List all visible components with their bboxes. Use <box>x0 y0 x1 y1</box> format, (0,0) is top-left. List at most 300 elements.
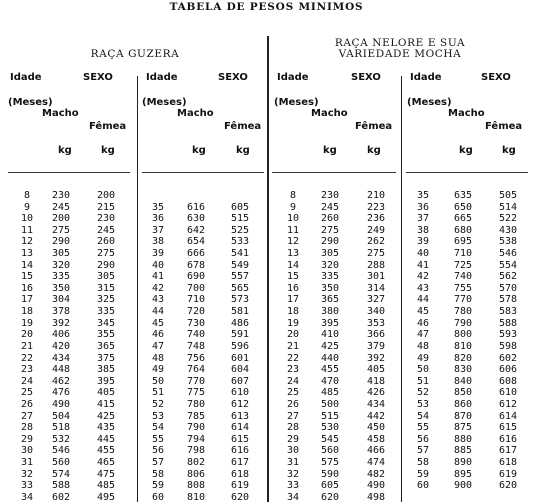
table-cell: 57 <box>416 445 430 457</box>
table-cell: 230 <box>51 190 71 201</box>
table-cell: 230 <box>96 213 116 225</box>
table-cell: 798 <box>186 445 206 457</box>
table-cell: 40 <box>416 248 430 260</box>
table-cell: 28 <box>286 422 300 434</box>
table-cell: 635 <box>453 190 473 201</box>
table-cell: 482 <box>366 468 386 480</box>
table-cell: 730 <box>186 317 206 329</box>
femea-header: Fêmea <box>355 121 393 132</box>
table-cell: 37 <box>416 213 430 225</box>
table-cell: 230 <box>320 190 340 201</box>
table-cell: 26 <box>286 398 300 410</box>
table-cell: 578 <box>498 294 518 306</box>
header-rule <box>142 172 264 173</box>
table-cell: 304 <box>51 294 71 306</box>
table-cell: 755 <box>453 282 473 294</box>
guzera-subcolumn-divider <box>137 76 138 502</box>
main-column-divider <box>267 36 269 502</box>
table-cell: 485 <box>96 480 116 492</box>
table-cell: 215 <box>96 201 116 213</box>
kg-header: kg <box>502 145 516 156</box>
table-cell: 60 <box>151 491 165 503</box>
table-cell: 790 <box>453 317 473 329</box>
sexo-header: SEXO <box>351 72 381 83</box>
table-cell: 39 <box>151 248 165 260</box>
kg-header: kg <box>236 145 250 156</box>
table-cell: 602 <box>51 491 71 503</box>
table-cell: 806 <box>186 468 206 480</box>
table-cell: 340 <box>366 306 386 318</box>
table-cell: 22 <box>286 352 300 364</box>
table-cell: 490 <box>366 480 386 492</box>
table-cell: 12 <box>20 236 34 248</box>
table-cell: 541 <box>230 248 250 260</box>
nelore-a-femea-column <box>363 190 389 503</box>
table-cell: 350 <box>51 282 71 294</box>
table-cell: 23 <box>286 364 300 376</box>
table-cell: 16 <box>286 282 300 294</box>
table-cell: 690 <box>186 271 206 283</box>
table-cell: 445 <box>96 433 116 445</box>
table-cell: 607 <box>230 375 250 387</box>
table-cell: 14 <box>286 259 300 271</box>
table-cell: 34 <box>286 491 300 503</box>
table-cell: 504 <box>51 410 71 422</box>
table-cell: 327 <box>366 294 386 306</box>
table-cell: 612 <box>230 398 250 410</box>
guzera-a-age-column <box>14 190 40 503</box>
table-cell: 665 <box>453 213 473 225</box>
table-cell: 560 <box>320 445 340 457</box>
table-cell: 314 <box>366 282 386 294</box>
table-cell: 775 <box>186 387 206 399</box>
table-cell: 820 <box>453 352 473 364</box>
sexo-header: SEXO <box>218 72 248 83</box>
table-cell: 11 <box>20 224 34 236</box>
table-cell: 365 <box>96 340 116 352</box>
table-cell: 60 <box>416 480 430 492</box>
table-cell: 756 <box>186 352 206 364</box>
table-cell: 617 <box>498 445 518 457</box>
table-cell: 33 <box>286 480 300 492</box>
table-cell: 25 <box>20 387 34 399</box>
table-cell: 514 <box>498 201 518 213</box>
table-cell: 325 <box>96 294 116 306</box>
table-cell: 245 <box>320 201 340 213</box>
table-cell: 25 <box>286 387 300 399</box>
table-cell: 557 <box>230 271 250 283</box>
table-cell: 8 <box>289 190 297 201</box>
macho-header: Macho <box>177 108 214 119</box>
table-cell: 630 <box>186 213 206 225</box>
table-cell: 39 <box>416 236 430 248</box>
table-cell: 465 <box>96 457 116 469</box>
table-cell: 17 <box>286 294 300 306</box>
table-cell: 353 <box>366 317 386 329</box>
table-cell: 14 <box>20 259 34 271</box>
table-cell: 642 <box>186 224 206 236</box>
table-cell: 46 <box>416 317 430 329</box>
table-cell: 680 <box>453 224 473 236</box>
table-cell: 52 <box>151 398 165 410</box>
table-cell: 275 <box>51 224 71 236</box>
nelore-b-macho-column <box>450 190 476 492</box>
guzera-b-macho-column <box>183 202 209 503</box>
table-cell: 810 <box>453 340 473 352</box>
table-cell: 350 <box>320 282 340 294</box>
table-cell: 581 <box>230 306 250 318</box>
table-cell: 275 <box>366 248 386 260</box>
meses-header: (Meses) <box>142 97 187 108</box>
table-cell: 41 <box>151 271 165 283</box>
table-cell: 378 <box>51 306 71 318</box>
table-cell: 48 <box>151 352 165 364</box>
table-cell: 19 <box>20 317 34 329</box>
table-cell: 405 <box>96 387 116 399</box>
table-cell: 392 <box>366 352 386 364</box>
table-cell: 365 <box>320 294 340 306</box>
table-cell: 12 <box>286 236 300 248</box>
table-cell: 430 <box>498 224 518 236</box>
table-cell: 780 <box>186 398 206 410</box>
table-cell: 43 <box>151 294 165 306</box>
table-cell: 570 <box>498 282 518 294</box>
table-cell: 880 <box>453 433 473 445</box>
meses-header: (Meses) <box>274 97 319 108</box>
table-cell: 505 <box>498 190 518 201</box>
table-cell: 614 <box>498 410 518 422</box>
table-cell: 618 <box>498 457 518 469</box>
header-rule <box>272 172 396 173</box>
guzera-b-femea-column <box>227 202 253 503</box>
table-cell: 890 <box>453 457 473 469</box>
table-cell: 860 <box>453 398 473 410</box>
table-cell: 574 <box>51 468 71 480</box>
table-cell: 794 <box>186 433 206 445</box>
table-cell: 32 <box>286 468 300 480</box>
table-cell: 305 <box>96 271 116 283</box>
table-cell: 485 <box>320 387 340 399</box>
table-cell: 530 <box>320 422 340 434</box>
table-cell: 538 <box>498 236 518 248</box>
table-cell: 38 <box>416 224 430 236</box>
table-cell: 604 <box>230 364 250 376</box>
table-cell: 613 <box>230 410 250 422</box>
table-cell: 610 <box>230 387 250 399</box>
femea-header: Fêmea <box>224 121 262 132</box>
table-cell: 42 <box>151 282 165 294</box>
table-cell: 406 <box>51 329 71 341</box>
table-cell: 591 <box>230 329 250 341</box>
table-cell: 335 <box>320 271 340 283</box>
table-cell: 616 <box>498 433 518 445</box>
table-cell: 366 <box>366 329 386 341</box>
table-cell: 598 <box>498 340 518 352</box>
table-cell: 620 <box>498 480 518 492</box>
guzera-a-macho-column <box>48 190 74 503</box>
table-cell: 22 <box>20 352 34 364</box>
table-cell: 562 <box>498 271 518 283</box>
table-cell: 415 <box>96 398 116 410</box>
table-cell: 29 <box>20 433 34 445</box>
table-cell: 596 <box>230 340 250 352</box>
table-cell: 515 <box>320 410 340 422</box>
table-cell: 764 <box>186 364 206 376</box>
table-cell: 549 <box>230 259 250 271</box>
table-cell: 335 <box>51 271 71 283</box>
table-cell: 41 <box>416 259 430 271</box>
table-cell: 345 <box>96 317 116 329</box>
meses-header: (Meses) <box>407 97 452 108</box>
table-cell: 23 <box>20 364 34 376</box>
table-cell: 47 <box>151 340 165 352</box>
table-cell: 49 <box>151 364 165 376</box>
table-cell: 245 <box>96 224 116 236</box>
table-cell: 840 <box>453 375 473 387</box>
guzera-b-age-column <box>145 202 171 503</box>
table-cell: 305 <box>51 248 71 260</box>
table-cell: 320 <box>51 259 71 271</box>
table-cell: 476 <box>51 387 71 399</box>
table-cell: 532 <box>51 433 71 445</box>
table-cell: 15 <box>286 271 300 283</box>
table-cell: 410 <box>320 329 340 341</box>
table-cell: 34 <box>20 491 34 503</box>
table-cell: 583 <box>498 306 518 318</box>
table-cell: 275 <box>320 224 340 236</box>
table-cell: 405 <box>366 364 386 376</box>
table-cell: 870 <box>453 410 473 422</box>
table-cell: 18 <box>286 306 300 318</box>
table-cell: 27 <box>20 410 34 422</box>
table-cell: 52 <box>416 387 430 399</box>
table-cell: 210 <box>366 190 386 201</box>
table-cell: 385 <box>96 364 116 376</box>
table-cell: 850 <box>453 387 473 399</box>
table-cell: 37 <box>151 224 165 236</box>
table-cell: 455 <box>96 445 116 457</box>
table-cell: 442 <box>366 410 386 422</box>
femea-header: Fêmea <box>89 121 127 132</box>
table-cell: 435 <box>96 422 116 434</box>
table-cell: 379 <box>366 340 386 352</box>
table-cell: 560 <box>51 457 71 469</box>
table-cell: 620 <box>320 491 340 503</box>
table-cell: 450 <box>366 422 386 434</box>
table-cell: 720 <box>186 306 206 318</box>
table-cell: 56 <box>151 445 165 457</box>
table-cell: 830 <box>453 364 473 376</box>
table-cell: 335 <box>96 306 116 318</box>
table-cell: 425 <box>96 410 116 422</box>
table-cell: 11 <box>286 224 300 236</box>
table-cell: 290 <box>51 236 71 248</box>
table-cell: 617 <box>230 457 250 468</box>
table-cell: 35 <box>151 201 165 213</box>
table-cell: 875 <box>453 422 473 434</box>
table-cell: 19 <box>286 317 300 329</box>
table-cell: 21 <box>20 340 34 352</box>
table-cell: 44 <box>151 306 165 318</box>
table-cell: 588 <box>498 317 518 329</box>
table-cell: 16 <box>20 282 34 294</box>
table-cell: 395 <box>320 317 340 329</box>
table-cell: 38 <box>151 236 165 248</box>
table-cell: 17 <box>20 294 34 306</box>
nelore-subcolumn-divider <box>401 76 402 502</box>
table-cell: 601 <box>230 352 250 364</box>
table-cell: 710 <box>186 294 206 306</box>
table-cell: 260 <box>96 236 116 248</box>
table-cell: 9 <box>23 201 31 213</box>
table-cell: 619 <box>230 480 250 492</box>
table-cell: 420 <box>51 340 71 352</box>
document-title: TABELA DE PESOS MINIMOS <box>169 1 364 13</box>
macho-header: Macho <box>311 108 348 119</box>
table-cell: 710 <box>453 248 473 260</box>
meses-header: (Meses) <box>8 97 53 108</box>
table-cell: 30 <box>20 445 34 457</box>
table-cell: 260 <box>320 213 340 225</box>
table-cell: 474 <box>366 457 386 469</box>
table-cell: 26 <box>20 398 34 410</box>
table-cell: 518 <box>51 422 71 434</box>
table-cell: 434 <box>51 352 71 364</box>
idade-header: Idade <box>10 72 42 83</box>
table-cell: 770 <box>453 294 473 306</box>
table-cell: 748 <box>186 340 206 352</box>
table-cell: 54 <box>151 422 165 434</box>
nelore-a-age-column <box>280 190 306 503</box>
table-cell: 36 <box>416 201 430 213</box>
table-cell: 810 <box>186 491 206 503</box>
table-cell: 740 <box>453 271 473 283</box>
table-cell: 490 <box>51 398 71 410</box>
table-cell: 21 <box>286 340 300 352</box>
table-cell: 800 <box>453 329 473 341</box>
sexo-header: SEXO <box>83 72 113 83</box>
table-cell: 44 <box>416 294 430 306</box>
table-cell: 900 <box>453 480 473 492</box>
table-cell: 525 <box>230 224 250 236</box>
table-cell: 31 <box>286 457 300 469</box>
table-cell: 28 <box>20 422 34 434</box>
nelore-b-femea-column <box>495 190 521 492</box>
table-cell: 434 <box>366 398 386 410</box>
table-cell: 58 <box>151 468 165 480</box>
table-cell: 10 <box>20 213 34 225</box>
table-cell: 50 <box>416 364 430 376</box>
table-cell: 13 <box>20 248 34 260</box>
nelore-a-macho-column <box>317 190 343 503</box>
table-cell: 40 <box>151 259 165 271</box>
table-cell: 573 <box>230 294 250 306</box>
table-cell: 615 <box>230 433 250 445</box>
table-cell: 315 <box>96 282 116 294</box>
table-cell: 13 <box>286 248 300 260</box>
table-cell: 24 <box>286 375 300 387</box>
table-cell: 425 <box>320 340 340 352</box>
table-cell: 49 <box>416 352 430 364</box>
table-cell: 619 <box>498 468 518 480</box>
table-cell: 290 <box>96 259 116 271</box>
table-cell: 616 <box>230 445 250 457</box>
table-cell: 301 <box>366 271 386 283</box>
table-cell: 53 <box>416 398 430 410</box>
table-cell: 740 <box>186 329 206 341</box>
race-title-nelore-line2: VARIEDADE MOCHA <box>338 48 462 60</box>
table-cell: 475 <box>96 468 116 480</box>
table-cell: 522 <box>498 213 518 225</box>
table-cell: 605 <box>320 480 340 492</box>
table-cell: 614 <box>230 422 250 434</box>
table-cell: 575 <box>320 457 340 469</box>
table-cell: 590 <box>320 468 340 480</box>
nelore-b-age-column <box>410 190 436 492</box>
table-cell: 678 <box>186 259 206 271</box>
table-cell: 470 <box>320 375 340 387</box>
table-cell: 885 <box>453 445 473 457</box>
table-cell: 290 <box>320 236 340 248</box>
kg-header: kg <box>459 145 473 156</box>
table-cell: 790 <box>186 422 206 434</box>
table-cell: 486 <box>230 317 250 329</box>
table-cell: 305 <box>320 248 340 260</box>
table-cell: 245 <box>51 201 71 213</box>
table-cell: 355 <box>96 329 116 341</box>
kg-header: kg <box>101 145 115 156</box>
table-cell: 262 <box>366 236 386 248</box>
table-cell: 554 <box>498 259 518 271</box>
table-cell: 462 <box>51 375 71 387</box>
table-cell: 565 <box>230 282 250 294</box>
table-cell: 58 <box>416 457 430 469</box>
table-cell: 418 <box>366 375 386 387</box>
kg-header: kg <box>58 145 72 156</box>
macho-header: Macho <box>448 108 485 119</box>
table-cell: 695 <box>453 236 473 248</box>
table-cell: 30 <box>286 445 300 457</box>
table-cell: 495 <box>96 491 116 503</box>
table-cell: 588 <box>51 480 71 492</box>
table-cell: 46 <box>151 329 165 341</box>
table-cell: 42 <box>416 271 430 283</box>
table-cell: 593 <box>498 329 518 341</box>
table-cell: 616 <box>186 201 206 213</box>
table-cell: 320 <box>320 259 340 271</box>
table-cell: 426 <box>366 387 386 399</box>
table-cell: 654 <box>186 236 206 248</box>
table-cell: 56 <box>416 433 430 445</box>
table-cell: 395 <box>96 375 116 387</box>
table-cell: 24 <box>20 375 34 387</box>
idade-header: Idade <box>277 72 309 83</box>
idade-header: Idade <box>146 72 178 83</box>
sexo-header: SEXO <box>481 72 511 83</box>
table-cell: 448 <box>51 364 71 376</box>
table-cell: 725 <box>453 259 473 271</box>
table-cell: 27 <box>286 410 300 422</box>
race-title-guzera: RAÇA GUZERA <box>90 48 180 60</box>
table-cell: 612 <box>498 398 518 410</box>
table-cell: 288 <box>366 259 386 271</box>
table-cell: 545 <box>320 433 340 445</box>
table-cell: 15 <box>20 271 34 283</box>
table-cell: 249 <box>366 224 386 236</box>
table-cell: 785 <box>186 410 206 422</box>
table-cell: 45 <box>151 317 165 329</box>
table-cell: 33 <box>20 480 34 492</box>
